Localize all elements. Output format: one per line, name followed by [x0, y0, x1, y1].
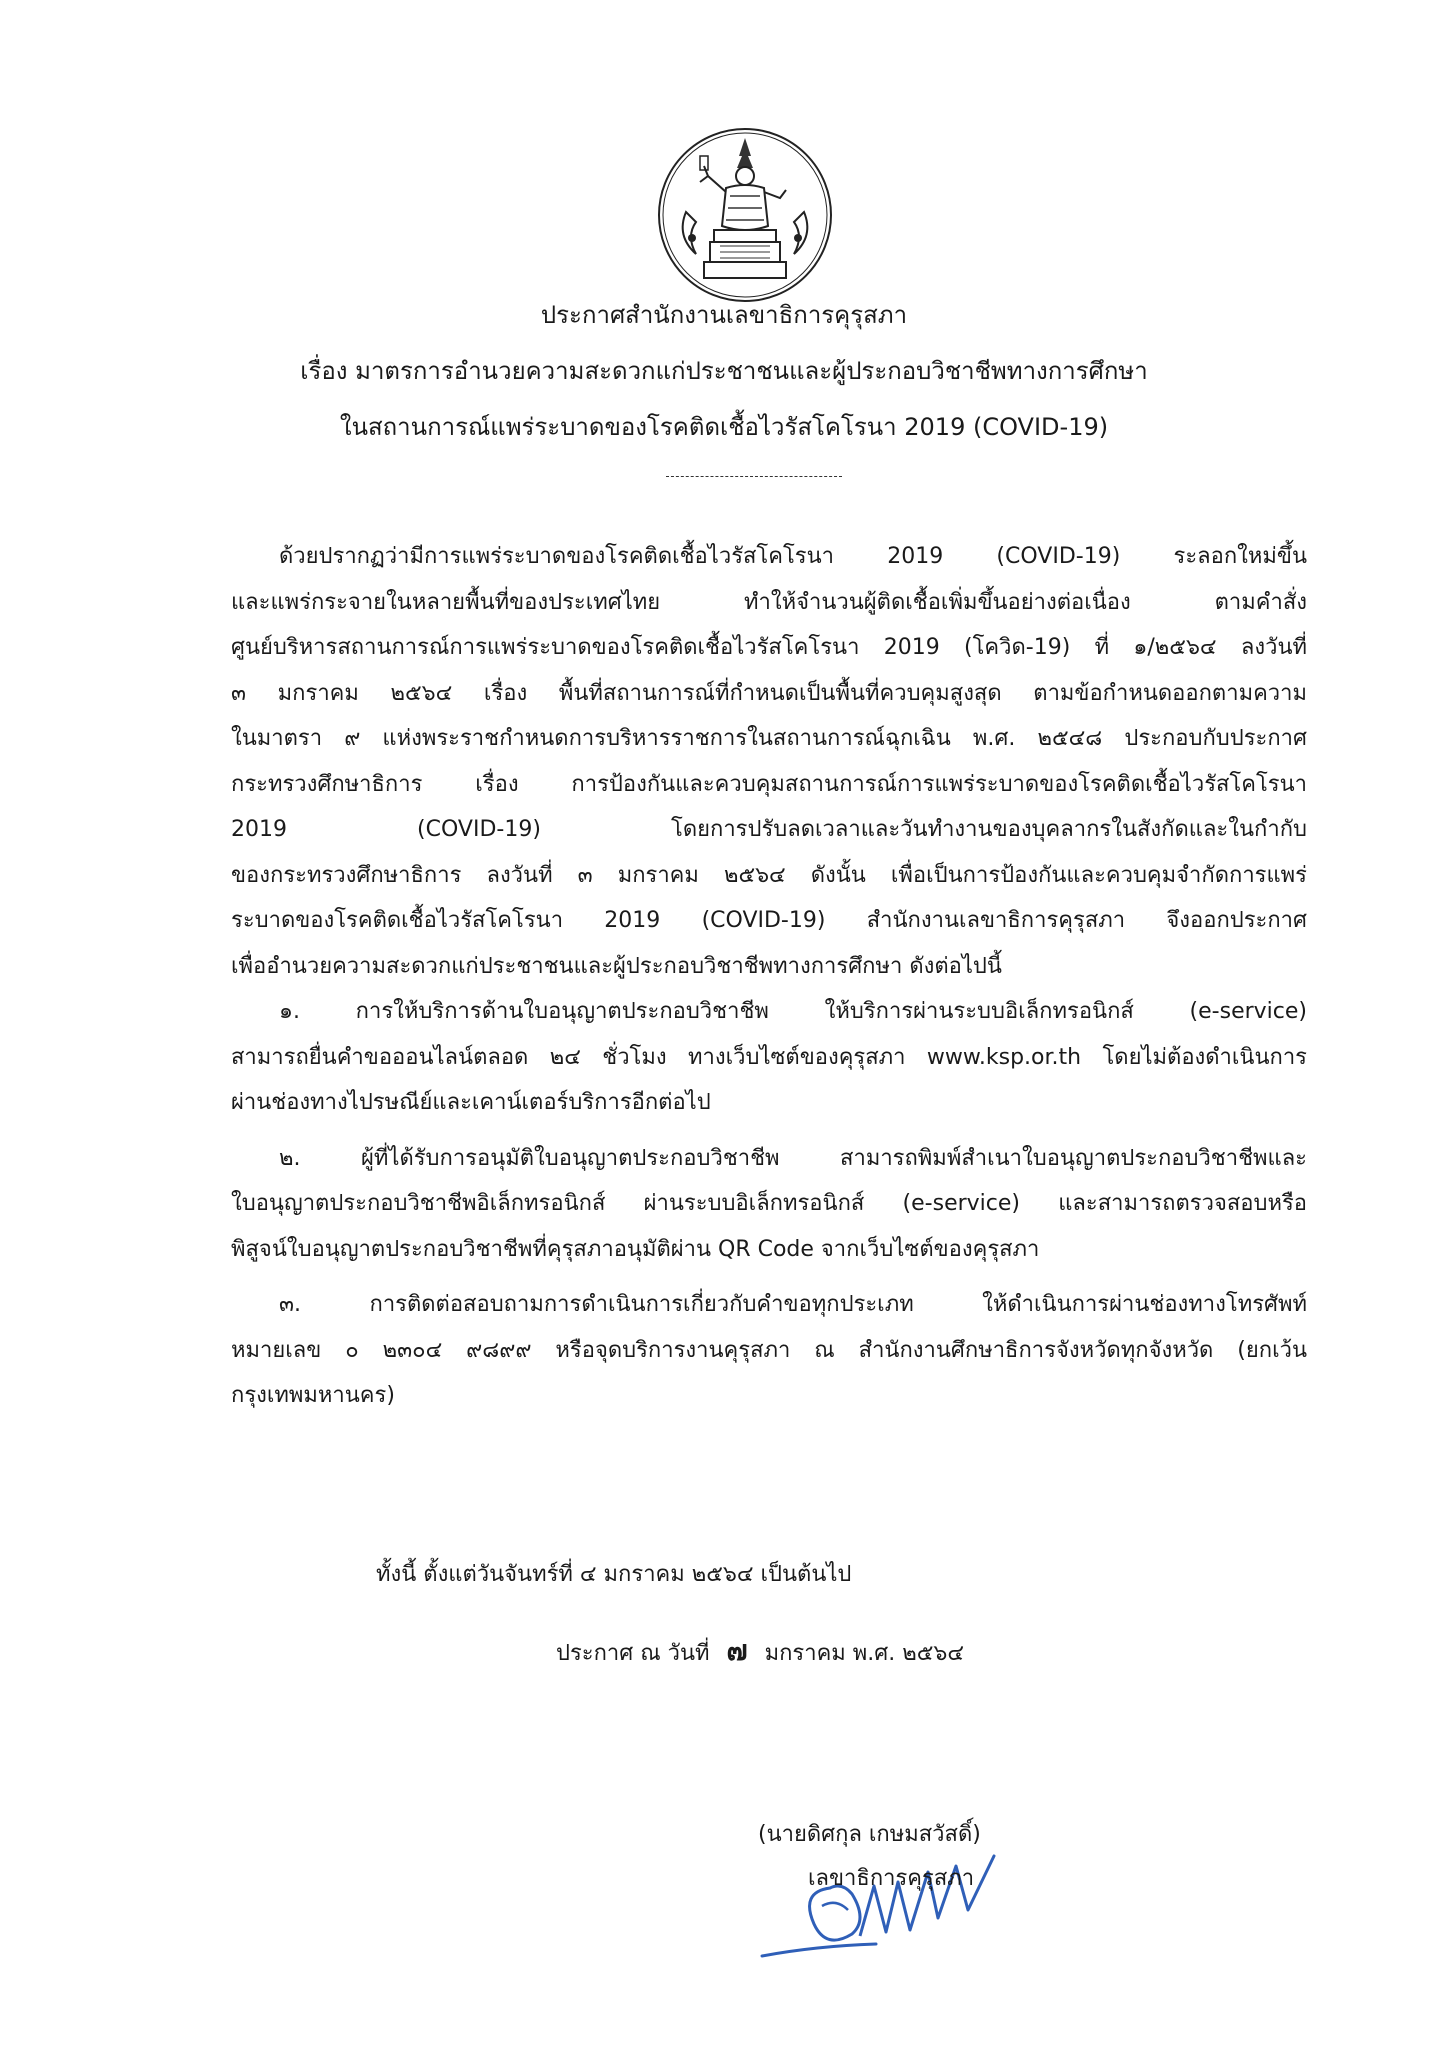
announce-day: ๗ — [726, 1634, 748, 1667]
item-2-line: ๒. ผู้ที่ได้รับการอนุมัติใบอนุญาตประกอบวิชาชีพ สามารถพิมพ์สำเนาใบอนุญาตประกอบวิชาชีพและ — [279, 1145, 1307, 1171]
item-1-line: ผ่านช่องทางไปรษณีย์และเคาน์เตอร์บริการอีกต่อไป — [231, 1090, 711, 1115]
document-body — [231, 534, 1307, 1419]
item-2-line: พิสูจน์ใบอนุญาตประกอบวิชาชีพที่คุรุสภาอนุมัติผ่าน QR Code จากเว็บไซต์ของคุรุสภา — [231, 1236, 1040, 1262]
subject-line-2: ในสถานการณ์แพร่ระบาดของโรคติดเชื้อไวรัสโคโรนา 2019 (COVID-19) — [339, 413, 1109, 441]
ksp-emblem-icon — [656, 126, 834, 304]
subject-line: เรื่อง มาตรการอำนวยความสะดวกแก่ประชาชนและผู้ประกอบวิชาชีพทางการศึกษา — [300, 357, 1148, 385]
item-3-line: หมายเลข ๐ ๒๓๐๔ ๙๘๙๙ หรือจุดบริการงานคุรุสภา ณ สำนักงานศึกษาธิการจังหวัดทุกจังหวัด (ยกเว้น — [231, 1337, 1307, 1363]
item-3-line: กรุงเทพมหานคร) — [231, 1383, 395, 1408]
item-1-line: สามารถยื่นคำขอออนไลน์ตลอด ๒๔ ชั่วโมง ทางเว็บไซต์ของคุรุสภา www.ksp.or.th โดยไม่ต้องดำเนินการ — [231, 1044, 1307, 1070]
separator-line — [666, 476, 842, 477]
body-line: ในมาตรา ๙ แห่งพระราชกำหนดการบริหารราชการในสถานการณ์ฉุกเฉิน พ.ศ. ๒๕๔๘ ประกอบกับประกาศ — [231, 726, 1307, 751]
announcement-date — [556, 1634, 964, 1671]
body-line: เพื่ออำนวยความสะดวกแก่ประชาชนและผู้ประกอบวิชาชีพทางการศึกษา ดังต่อไปนี้ — [231, 953, 1002, 979]
signatory-name: (นายดิศกุล เกษมสวัสดิ์) — [758, 1822, 981, 1847]
announce-prefix: ประกาศ ณ วันที่ — [556, 1641, 710, 1666]
body-line: ศูนย์บริหารสถานการณ์การแพร่ระบาดของโรคติดเชื้อไวรัสโคโรนา 2019 (โควิด-19) ที่ ๑/๒๕๖๔ ลงวันที่ — [231, 635, 1307, 660]
body-line: ด้วยปรากฏว่ามีการแพร่ระบาดของโรคติดเชื้อไวรัสโคโรนา 2019 (COVID-19) ระลอกใหม่ขึ้น — [279, 544, 1307, 569]
body-line: 2019 (COVID-19) โดยการปรับลดเวลาและวันทำงานของบุคลากรในสังกัดและในกำกับ — [231, 817, 1307, 842]
item-2-line: ใบอนุญาตประกอบวิชาชีพอิเล็กทรอนิกส์ ผ่านระบบอิเล็กทรอนิกส์ (e-service) และสามารถตรวจสอบหรือ — [231, 1191, 1307, 1216]
body-line: ระบาดของโรคติดเชื้อไวรัสโคโรนา 2019 (COVID-19) สำนักงานเลขาธิการคุรุสภา จึงออกประกาศ — [231, 908, 1307, 933]
announce-month-year: มกราคม พ.ศ. ๒๕๖๔ — [764, 1641, 965, 1666]
document-title: ประกาศสำนักงานเลขาธิการคุรุสภา — [540, 301, 908, 329]
body-line: และแพร่กระจายในหลายพื้นที่ของประเทศไทย ทำให้จำนวนผู้ติดเชื้อเพิ่มขึ้นอย่างต่อเนื่อง ตามคำสั่ง — [231, 589, 1307, 615]
effective-date: ทั้งนี้ ตั้งแต่วันจันทร์ที่ ๔ มกราคม ๒๕๖๔ เป็นต้นไป — [376, 1562, 852, 1587]
body-line: กระทรวงศึกษาธิการ เรื่อง การป้องกันและควบคุมสถานการณ์การแพร่ระบาดของโรคติดเชื้อไวรัสโคโรนา — [231, 771, 1307, 797]
item-1-line: ๑. การให้บริการด้านใบอนุญาตประกอบวิชาชีพ ให้บริการผ่านระบบอิเล็กทรอนิกส์ (e-service) — [279, 999, 1307, 1024]
signatory-position: เลขาธิการคุรุสภา — [808, 1866, 975, 1891]
body-line: ของกระทรวงศึกษาธิการ ลงวันที่ ๓ มกราคม ๒๕๖๔ ดังนั้น เพื่อเป็นการป้องกันและควบคุมจำกัดการแพร่ — [231, 862, 1307, 888]
item-3-line: ๓. การติดต่อสอบถามการดำเนินการเกี่ยวกับคำขอทุกประเภท ให้ดำเนินการผ่านช่องทางโทรศัพท์ — [279, 1292, 1307, 1317]
body-line: ๓ มกราคม ๒๕๖๔ เรื่อง พื้นที่สถานการณ์ที่กำหนดเป็นพื้นที่ควบคุมสูงสุด ตามข้อกำหนดออกตามความ — [231, 680, 1307, 706]
